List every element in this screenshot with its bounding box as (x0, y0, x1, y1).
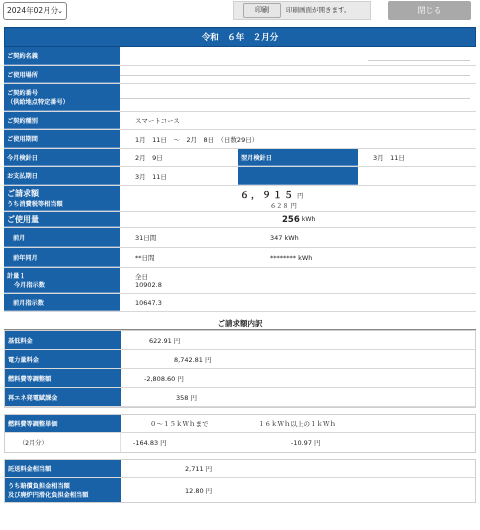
row-prev-year (4, 248, 476, 268)
label-text: うち賠償負担金相当額 (8, 483, 70, 490)
label-contract-name (4, 47, 120, 65)
row-usage-place (4, 66, 476, 84)
toolbar (0, 0, 480, 24)
value-billing-amount (120, 186, 476, 211)
row-usage-amount (4, 212, 476, 228)
label-nuclear (5, 478, 121, 502)
label-text: ご請求額 (7, 189, 39, 198)
value-prev-month-kwh: 347 kWh (270, 233, 299, 242)
fuel-unit-month: （2月分） (5, 433, 121, 452)
label-text: 再エネ発電賦課金 (8, 394, 58, 402)
row-contract-type (4, 112, 476, 130)
row-consignment (5, 460, 475, 478)
label-text: ご契約種別 (7, 117, 38, 125)
label-text: ご使用期間 (7, 136, 38, 143)
value-nuclear: 12.80 円 (185, 486, 213, 495)
label-subtext: （供給地点特定番号） (7, 99, 69, 106)
value-payment-due: 3月 11日 (135, 172, 167, 181)
billing-sheet (4, 27, 476, 503)
row-meter-dates (4, 149, 476, 167)
fuel-unit-val1: -164.83 円 (133, 439, 167, 447)
usage-kwh: 256 (282, 214, 300, 225)
row-contract-name (4, 47, 476, 66)
divider (368, 60, 470, 61)
row-basic-charge (5, 331, 475, 350)
label-prev-year (4, 248, 120, 267)
value-usage-period: 1月 11日 ～ 2月 8日 （日数29日） (135, 135, 259, 144)
row-energy-charge (5, 350, 475, 369)
label-billing-amount (4, 186, 120, 211)
row-contract-number (4, 84, 476, 112)
value-meter-prev: 10647.3 (135, 298, 162, 307)
breakdown-table (4, 330, 476, 408)
row-fuel-adjust (5, 369, 475, 388)
close-button[interactable]: 閉じる (388, 1, 471, 20)
label-energy-charge (5, 350, 121, 368)
label-fuel-unit (5, 415, 121, 432)
row-nuclear (5, 478, 475, 502)
label-text: 託送料金相当額 (8, 466, 52, 473)
value-prev-year-days: **日間 (135, 254, 155, 262)
label-text: ご使用場所 (7, 71, 38, 79)
label-next-meter-date (238, 149, 358, 166)
label-fuel-adjust (5, 369, 121, 387)
label-usage-period (4, 130, 120, 148)
label-text: 今月検針日 (7, 154, 38, 162)
value-meter-date: 2月 9日 (135, 154, 163, 162)
consignment-table (4, 459, 476, 503)
fuel-unit-table (4, 414, 476, 453)
value-energy-charge: 8,742.81 円 (174, 355, 212, 364)
value-basic-charge: 622.91 円 (149, 336, 181, 345)
value-meter-current (120, 268, 476, 293)
label-usage-amount (4, 212, 120, 227)
label-contract-type (4, 112, 120, 129)
value-prev-year-kwh: ******** kWh (270, 253, 313, 262)
label-payment-due (4, 167, 120, 185)
value-renewable-levy: 358 円 (176, 393, 197, 402)
billing-amount-unit: 円 (297, 192, 304, 200)
tax-amount-unit: 円 (290, 202, 297, 210)
breakdown-title: ご請求額内訳 (4, 318, 476, 330)
row-payment-due (4, 167, 476, 186)
label-text: 電力量料金 (8, 356, 39, 364)
label-consignment (5, 460, 121, 477)
value-contract-number (120, 84, 476, 111)
label-meter-current (4, 268, 120, 293)
meter-current-reading: 10902.8 (135, 281, 162, 289)
row-fuel-unit-header (5, 415, 475, 433)
value-contract-type: スマートコース (135, 117, 180, 125)
label-subtext: うち消費税等相当額 (7, 201, 63, 208)
row-prev-month (4, 228, 476, 248)
value-contract-name (120, 47, 476, 65)
divider (120, 98, 470, 99)
label-subtext: 今月指示数 (14, 282, 45, 289)
page-title: 令和 ６年 ２月分 (4, 27, 476, 47)
label-text: ご契約番号 (7, 90, 38, 97)
label-prev-month (4, 228, 120, 247)
row-fuel-unit-values (5, 433, 475, 452)
row-meter-current (4, 268, 476, 294)
month-select[interactable] (3, 2, 67, 20)
fuel-unit-col1: ０～１５ｋＷｈまで (150, 420, 209, 428)
label-text: 前年同月 (13, 254, 38, 262)
value-next-meter-date: 3月 11日 (373, 154, 405, 162)
billing-amount: ６，９１５ (240, 190, 296, 201)
label-text: 燃料費等調整単価 (8, 421, 58, 428)
value-fuel-adjust: -2,808.60 円 (144, 374, 184, 383)
label-text: 基低料金 (8, 337, 33, 345)
row-renewable-levy (5, 388, 475, 407)
fuel-unit-val2: -10.97 円 (291, 439, 321, 447)
month-select-value: 2024年02月分 (7, 6, 59, 15)
row-billing-amount (4, 186, 476, 212)
label-meter-date (4, 149, 120, 166)
label-text: ご契約名義 (7, 53, 38, 60)
label-subtext: 及び廃炉円滑化負担金相当額 (8, 492, 89, 499)
divider (120, 75, 470, 76)
value-usage-amount (120, 212, 476, 227)
chevron-down-icon: ⌄ (57, 7, 63, 15)
row-meter-prev (4, 294, 476, 312)
label-empty (238, 167, 358, 185)
value-empty (358, 167, 476, 185)
label-text: 前月指示数 (13, 299, 44, 307)
label-text: ご使用量 (7, 214, 39, 224)
print-message: 印刷画面が開きます。 (286, 6, 351, 14)
usage-unit: kWh (301, 216, 316, 223)
value-usage-place (120, 66, 476, 83)
value-consignment: 2,711 円 (185, 465, 213, 473)
value-prev-month-days: 31日間 (135, 234, 157, 242)
fuel-unit-col2: １６ｋＷｈ以上の１ｋＷｈ (258, 420, 336, 428)
label-meter-prev (4, 294, 120, 311)
label-renewable-levy (5, 388, 121, 406)
meter-type: 全日 (135, 273, 148, 281)
print-button[interactable]: 印刷 (243, 3, 281, 18)
label-contract-number (4, 84, 120, 111)
label-text: 翌月検針日 (241, 154, 272, 162)
label-text: 計量１ (7, 273, 26, 280)
row-usage-period (4, 130, 476, 149)
label-usage-place (4, 66, 120, 83)
label-basic-charge (5, 331, 121, 349)
tax-amount: ６２８ (270, 202, 289, 210)
label-text: お支払期日 (7, 173, 38, 180)
label-text: 前月 (13, 234, 26, 242)
label-text: 燃料費等調整額 (8, 375, 52, 383)
